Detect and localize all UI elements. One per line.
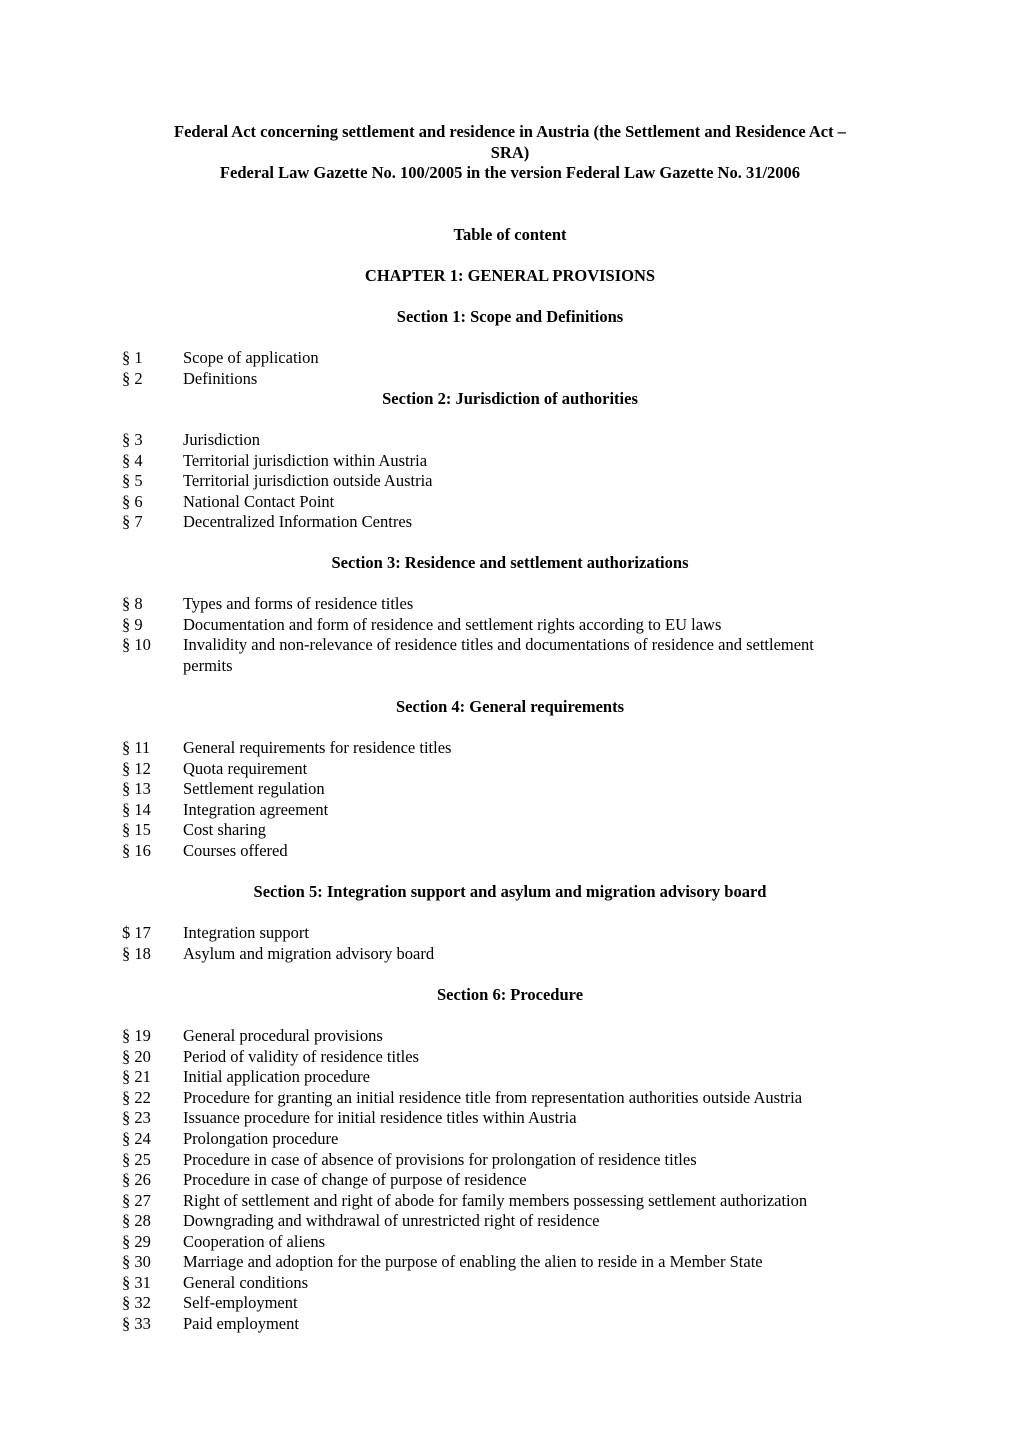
entry-title: Courses offered bbox=[183, 841, 288, 860]
toc-entry bbox=[122, 471, 912, 492]
toc-entry bbox=[122, 1191, 912, 1212]
entry-title: General requirements for residence titles bbox=[183, 738, 452, 757]
toc-entry bbox=[122, 1211, 912, 1232]
section-number: § 10 bbox=[122, 635, 151, 654]
entry-title: Prolongation procedure bbox=[183, 1129, 339, 1148]
section-number: § 31 bbox=[122, 1273, 151, 1292]
section-number: § 21 bbox=[122, 1067, 151, 1086]
entry-title: Quota requirement bbox=[183, 759, 308, 778]
section-number: § 25 bbox=[122, 1150, 151, 1169]
section-number: § 33 bbox=[122, 1314, 151, 1333]
entry-title: Integration agreement bbox=[183, 800, 329, 819]
entry-title: Period of validity of residence titles bbox=[183, 1047, 419, 1066]
entry-title: Territorial jurisdiction outside Austria bbox=[183, 471, 433, 490]
entry-title: Integration support bbox=[183, 923, 310, 942]
entry-title: Jurisdiction bbox=[183, 430, 260, 449]
toc-entry bbox=[122, 820, 912, 841]
entry-title: Types and forms of residence titles bbox=[183, 594, 414, 613]
section-number: § 16 bbox=[122, 841, 151, 860]
section-number: § 27 bbox=[122, 1191, 151, 1210]
toc-entry bbox=[122, 759, 912, 780]
section-number: § 12 bbox=[122, 759, 151, 778]
entry-title: Marriage and adoption for the purpose of enabling the alien to reside in a Member State bbox=[183, 1252, 763, 1271]
section-number: § 3 bbox=[122, 430, 143, 449]
section-number: § 8 bbox=[122, 594, 143, 613]
title-line-2: SRA) bbox=[490, 142, 530, 162]
toc-entry bbox=[122, 1314, 912, 1335]
entry-title: General conditions bbox=[183, 1273, 309, 1292]
entry-title: National Contact Point bbox=[183, 492, 335, 511]
entry-title: Downgrading and withdrawal of unrestricted right of residence bbox=[183, 1211, 600, 1230]
entry-title: Procedure in case of absence of provisions for prolongation of residence titles bbox=[183, 1150, 697, 1169]
toc-entry bbox=[122, 800, 912, 821]
toc-entry bbox=[122, 1273, 912, 1294]
toc-entry bbox=[122, 1293, 912, 1314]
section-number: § 20 bbox=[122, 1047, 151, 1066]
gazette-line: Federal Law Gazette No. 100/2005 in the version Federal Law Gazette No. 31/2006 bbox=[219, 163, 801, 182]
section-number: § 26 bbox=[122, 1170, 151, 1189]
section-number: $ 17 bbox=[122, 923, 151, 942]
section-number: § 32 bbox=[122, 1293, 151, 1312]
toc-entry bbox=[122, 1047, 912, 1068]
toc-entry bbox=[122, 369, 912, 390]
entry-title: Scope of application bbox=[183, 348, 319, 367]
toc-entry bbox=[122, 1067, 912, 1088]
entry-title: Cost sharing bbox=[183, 820, 266, 839]
section-number: § 23 bbox=[122, 1108, 151, 1127]
section-number: § 2 bbox=[122, 369, 143, 388]
entry-title: Documentation and form of residence and settlement rights according to EU laws bbox=[183, 615, 722, 634]
section-number: § 14 bbox=[122, 800, 151, 819]
section-heading: Section 2: Jurisdiction of authorities bbox=[382, 389, 638, 408]
document-title bbox=[110, 122, 910, 184]
section-number: § 30 bbox=[122, 1252, 151, 1271]
toc-entry bbox=[122, 923, 912, 944]
entry-title: Right of settlement and right of abode for family members possessing settlement authorization bbox=[183, 1191, 808, 1210]
entry-title: General procedural provisions bbox=[183, 1026, 383, 1045]
entry-title: Initial application procedure bbox=[183, 1067, 370, 1086]
toc-entry bbox=[122, 944, 912, 965]
toc-entry bbox=[122, 779, 912, 800]
toc-entry bbox=[122, 594, 912, 615]
toc-entry bbox=[122, 841, 912, 862]
toc-entry bbox=[122, 512, 912, 533]
toc-entry bbox=[122, 1252, 912, 1273]
entry-title: Procedure in case of change of purpose of residence bbox=[183, 1170, 527, 1189]
section-heading: Section 6: Procedure bbox=[436, 985, 584, 1004]
entry-title: Territorial jurisdiction within Austria bbox=[183, 451, 428, 470]
section-heading: Section 3: Residence and settlement authorizations bbox=[331, 553, 689, 572]
entry-title: Procedure for granting an initial residence title from representation authorities outside Austria bbox=[183, 1088, 803, 1107]
section-number: § 5 bbox=[122, 471, 143, 490]
toc-entry bbox=[122, 1232, 912, 1253]
section-heading: Section 5: Integration support and asylum and migration advisory board bbox=[253, 882, 767, 901]
entry-title: Asylum and migration advisory board bbox=[183, 944, 435, 963]
section-number: § 13 bbox=[122, 779, 151, 798]
toc-entry bbox=[122, 451, 912, 472]
entry-title: Invalidity and non-relevance of residence titles and documentations of residence and settlement permits bbox=[183, 635, 814, 675]
section-number: § 11 bbox=[122, 738, 151, 757]
section-number: § 6 bbox=[122, 492, 143, 511]
toc-entry bbox=[122, 635, 842, 676]
toc-entry bbox=[122, 1026, 912, 1047]
section-number: § 22 bbox=[122, 1088, 151, 1107]
section-heading: Section 4: General requirements bbox=[395, 697, 625, 716]
toc-entry bbox=[122, 738, 912, 759]
toc-entry bbox=[122, 615, 912, 636]
toc-entry bbox=[122, 1129, 912, 1150]
chapter-heading: CHAPTER 1: GENERAL PROVISIONS bbox=[364, 266, 656, 285]
section-number: § 9 bbox=[122, 615, 143, 634]
toc-entry bbox=[122, 1150, 912, 1171]
section-number: § 15 bbox=[122, 820, 151, 839]
toc-entry bbox=[122, 348, 912, 369]
section-number: § 19 bbox=[122, 1026, 151, 1045]
entry-title: Issuance procedure for initial residence titles within Austria bbox=[183, 1108, 577, 1127]
section-number: § 7 bbox=[122, 512, 143, 531]
title-line-1: Federal Act concerning settlement and residence in Austria (the Settlement and Residence Act – bbox=[174, 122, 846, 141]
section-number: § 28 bbox=[122, 1211, 151, 1230]
entry-title: Definitions bbox=[183, 369, 258, 388]
toc-entry bbox=[122, 1170, 912, 1191]
toc-entry bbox=[122, 1108, 912, 1129]
section-heading: Section 1: Scope and Definitions bbox=[396, 307, 624, 326]
section-number: § 18 bbox=[122, 944, 151, 963]
entry-title: Settlement regulation bbox=[183, 779, 325, 798]
entry-title: Paid employment bbox=[183, 1314, 299, 1333]
toc-heading: Table of content bbox=[453, 225, 567, 244]
section-number: § 1 bbox=[122, 348, 143, 367]
section-number: § 4 bbox=[122, 451, 143, 470]
entry-title: Cooperation of aliens bbox=[183, 1232, 326, 1251]
entry-title: Self-employment bbox=[183, 1293, 298, 1312]
toc-entry bbox=[122, 492, 912, 513]
toc-entry bbox=[122, 1088, 912, 1109]
entry-title: Decentralized Information Centres bbox=[183, 512, 413, 531]
toc-entry bbox=[122, 430, 912, 451]
section-number: § 29 bbox=[122, 1232, 151, 1251]
section-number: § 24 bbox=[122, 1129, 151, 1148]
